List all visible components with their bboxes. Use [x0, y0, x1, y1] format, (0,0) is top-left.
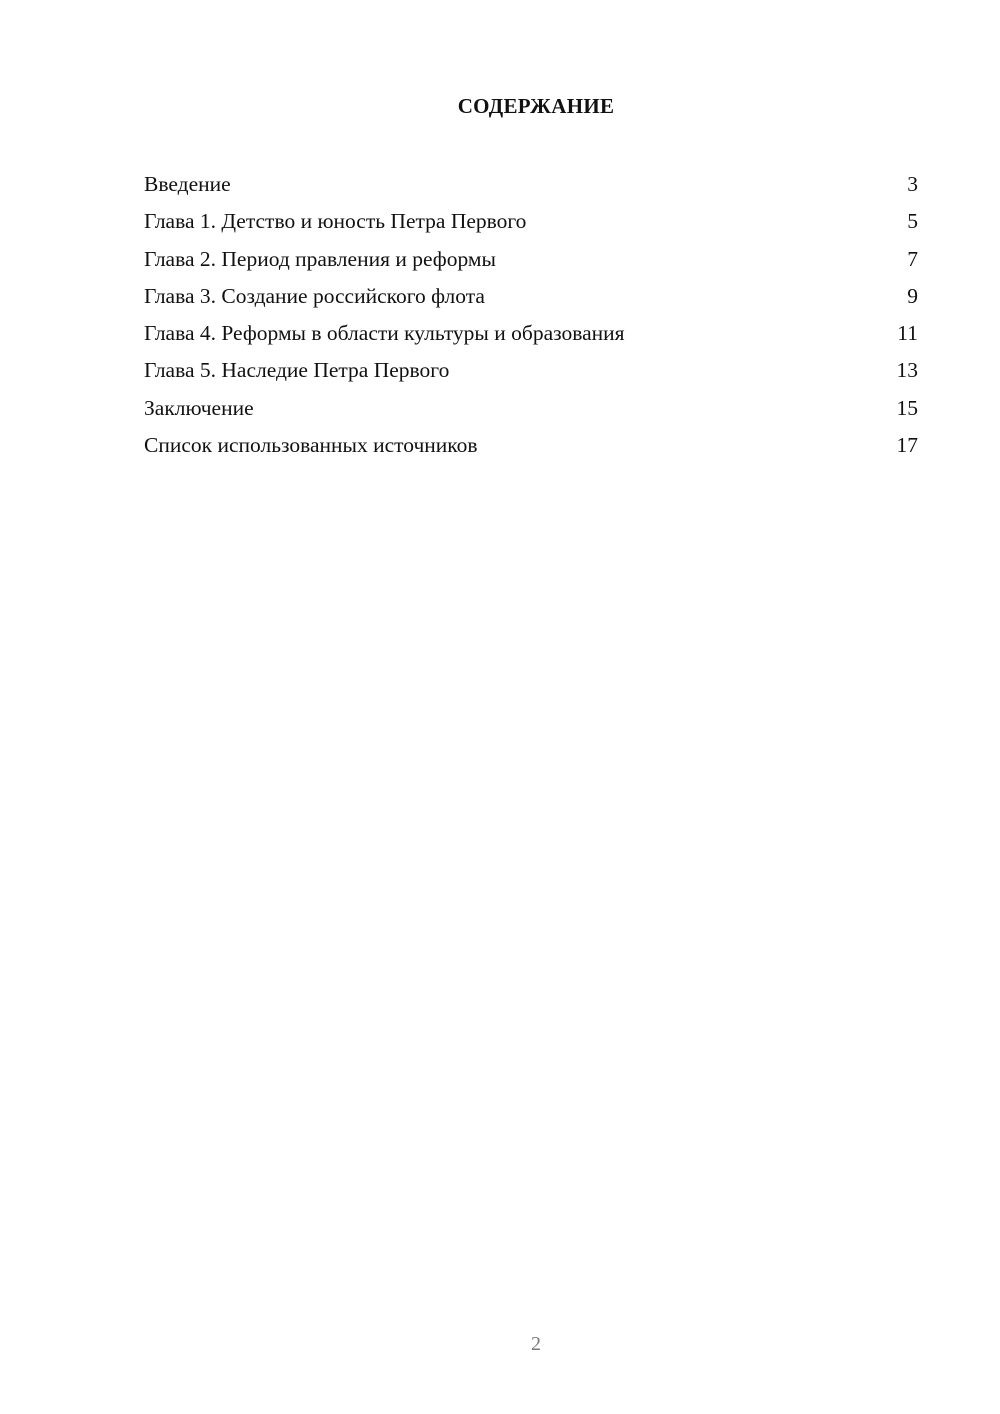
toc-entry-label: Глава 4. Реформы в области культуры и образования — [144, 321, 625, 346]
toc-entry-page: 17 — [896, 433, 918, 458]
table-of-contents — [144, 168, 918, 466]
toc-entry — [144, 243, 918, 280]
toc-entry-label: Введение — [144, 172, 231, 196]
page-number: 2 — [531, 1333, 541, 1355]
toc-entry-page: 15 — [896, 395, 918, 420]
toc-entry — [144, 392, 918, 429]
toc-entry-page: 9 — [907, 283, 918, 308]
toc-entry — [144, 317, 918, 354]
page-title: СОДЕРЖАНИЕ — [457, 94, 615, 118]
toc-entry — [144, 168, 918, 205]
toc-entry-page: 11 — [897, 321, 918, 346]
toc-entry — [144, 280, 918, 317]
toc-entry-label: Заключение — [144, 395, 254, 420]
toc-entry-page: 3 — [907, 172, 918, 196]
toc-entry — [144, 429, 918, 466]
toc-entry-label: Список использованных источников — [144, 433, 478, 458]
toc-entry-page: 5 — [907, 209, 918, 234]
toc-entry-page: 7 — [907, 246, 918, 271]
toc-entry-label: Глава 2. Период правления и реформы — [144, 246, 496, 271]
toc-entry — [144, 205, 918, 242]
toc-entry-label: Глава 3. Создание российского флота — [144, 283, 485, 308]
toc-entry-page: 13 — [896, 358, 918, 383]
toc-entry — [144, 354, 918, 391]
toc-entry-label: Глава 1. Детство и юность Петра Первого — [144, 209, 527, 234]
toc-entry-label: Глава 5. Наследие Петра Первого — [144, 358, 450, 383]
